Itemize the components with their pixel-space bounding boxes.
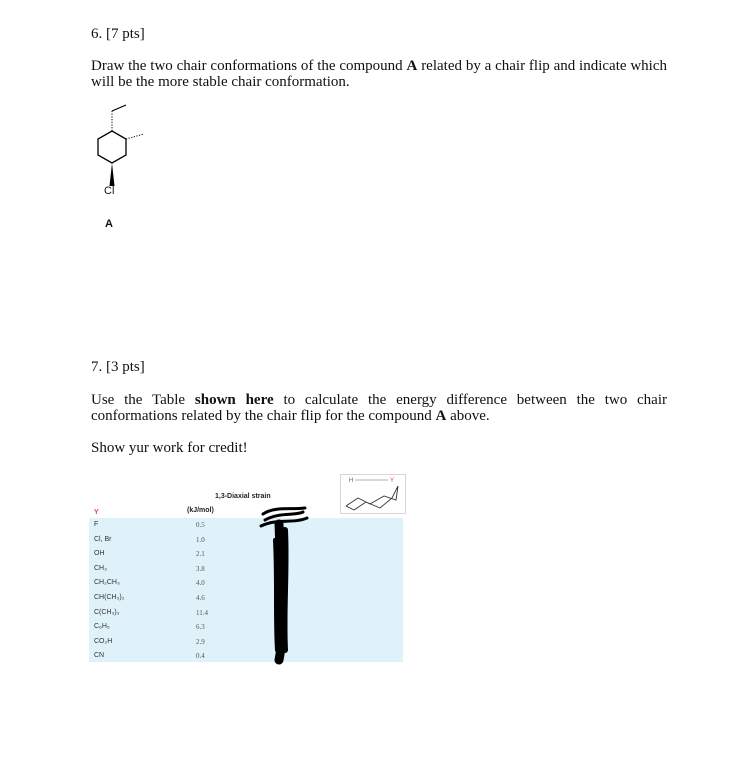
chair-h-label: H [349,478,354,484]
compound-a-structure [84,100,164,230]
chair-y-label: Y [390,478,395,484]
table-substituent: CH(CH₃)₂ [94,594,125,601]
table-substituent: OH [94,550,105,558]
question-7-title: 7. [3 pts] [91,359,145,375]
methyl-line [112,105,126,111]
table-strain-value: 4.0 [196,579,205,588]
table-strain-value: 1.0 [196,535,205,544]
table-substituent: CO₂H [94,637,113,645]
q7-text-b: to calculate the energy difference between the two chair conformations related by the chair flip for the compound [91,392,668,424]
q7-compound: A [435,408,447,424]
table-strain-value: 11.4 [196,608,208,617]
table-substituent: C₆H₅ [94,623,110,631]
table-substituent: CH₃ [94,564,107,572]
table-substituent: CH₂CH₃ [94,579,120,587]
q7-text-c: above. [450,408,490,424]
table-strain-value: 4.6 [196,594,205,602]
question-7-text [91,392,667,424]
q6-text-start: Draw the two chair conformations of the compound [91,58,403,74]
table-strain-value: 0.5 [196,521,205,529]
table-strain-value: 2.1 [196,550,205,559]
table-strain-value: 3.8 [196,564,205,573]
table-substituent: F [94,521,99,528]
table-unit-header: (kJ/mol) [187,507,214,514]
diaxial-table-background [89,518,403,662]
chair-diagram-icon [340,474,406,514]
q6-text-end: related by a chair flip and indicate which will be the more stable chair conformation. [91,58,668,90]
chlorine-label: Cl [104,185,115,197]
table-strain-value: 6.3 [196,623,205,632]
q7-text-a: Use the Table [91,392,186,408]
black-scribble-redaction [255,500,315,670]
table-substituent: CN [94,652,105,660]
show-work-instruction: Show yur work for credit! [91,440,248,456]
table-y-header: Y [94,509,99,516]
table-title: 1,3-Diaxial strain [215,493,271,500]
question-6-text [91,58,667,90]
table-strain-value: 0.4 [196,652,205,661]
table-substituent: C(CH₃)₃ [94,608,120,616]
q6-compound: A [406,58,418,74]
table-strain-value: 2.9 [196,637,205,646]
wedge-bond-cl [110,163,115,186]
hashed-bond-right [126,134,144,139]
table-substituent: Cl, Br [94,535,112,543]
q7-text-bold[interactable]: shown here [194,392,274,408]
compound-label: A [105,218,113,230]
question-6-title: 6. [7 pts] [91,26,145,42]
